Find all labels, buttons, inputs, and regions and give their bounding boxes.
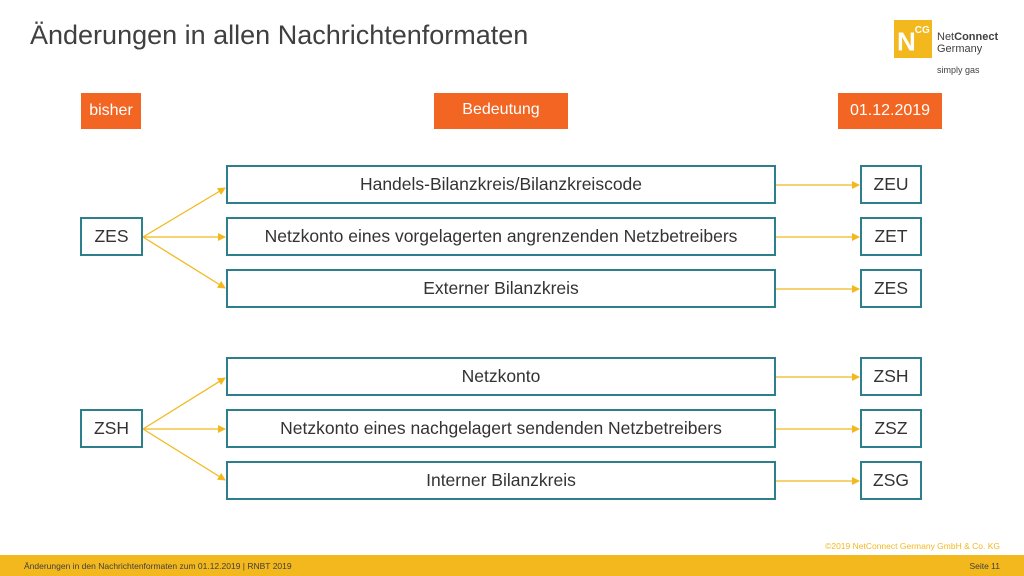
new-code-box: ZSG — [860, 461, 922, 500]
source-code-zsh: ZSH — [80, 409, 143, 448]
arrow-zsh-to-row1 — [143, 378, 225, 429]
logo-tagline: simply gas — [937, 65, 980, 75]
logo-name-line2: Germany — [937, 43, 983, 55]
meaning-box: Netzkonto eines nachgelagert sendenden Netzbetreibers — [226, 409, 776, 448]
logo-name: NetConnect — [937, 31, 999, 43]
arrow-zes-to-row1 — [143, 188, 225, 237]
meaning-box: Externer Bilanzkreis — [226, 269, 776, 308]
meaning-box: Interner Bilanzkreis — [226, 461, 776, 500]
footer-text: Änderungen in den Nachrichtenformaten zum 01.12.2019 | RNBT 2019 — [24, 561, 292, 571]
header-bedeutung: Bedeutung — [434, 93, 568, 129]
copyright-text: ©2019 NetConnect Germany GmbH & Co. KG — [825, 541, 1000, 551]
header-date: 01.12.2019 — [838, 93, 942, 129]
arrow-zsh-to-row3 — [143, 429, 225, 480]
new-code-box: ZEU — [860, 165, 922, 204]
logo-mark: $N^{CG}$ — [894, 20, 932, 58]
page-number: Seite 11 — [969, 561, 1000, 571]
source-code-zes: ZES — [80, 217, 143, 256]
page-title: Änderungen in allen Nachrichtenformaten — [30, 20, 529, 50]
new-code-box: ZSZ — [860, 409, 922, 448]
header-bisher: bisher — [81, 93, 141, 129]
meaning-box: Handels-Bilanzkreis/Bilanzkreiscode — [226, 165, 776, 204]
arrow-zes-to-row3 — [143, 237, 225, 288]
meaning-box: Netzkonto eines vorgelagerten angrenzenden Netzbetreibers — [226, 217, 776, 256]
meaning-box: Netzkonto — [226, 357, 776, 396]
footer-bar — [0, 555, 1024, 576]
new-code-box: ZET — [860, 217, 922, 256]
new-code-box: ZSH — [860, 357, 922, 396]
new-code-box: ZES — [860, 269, 922, 308]
